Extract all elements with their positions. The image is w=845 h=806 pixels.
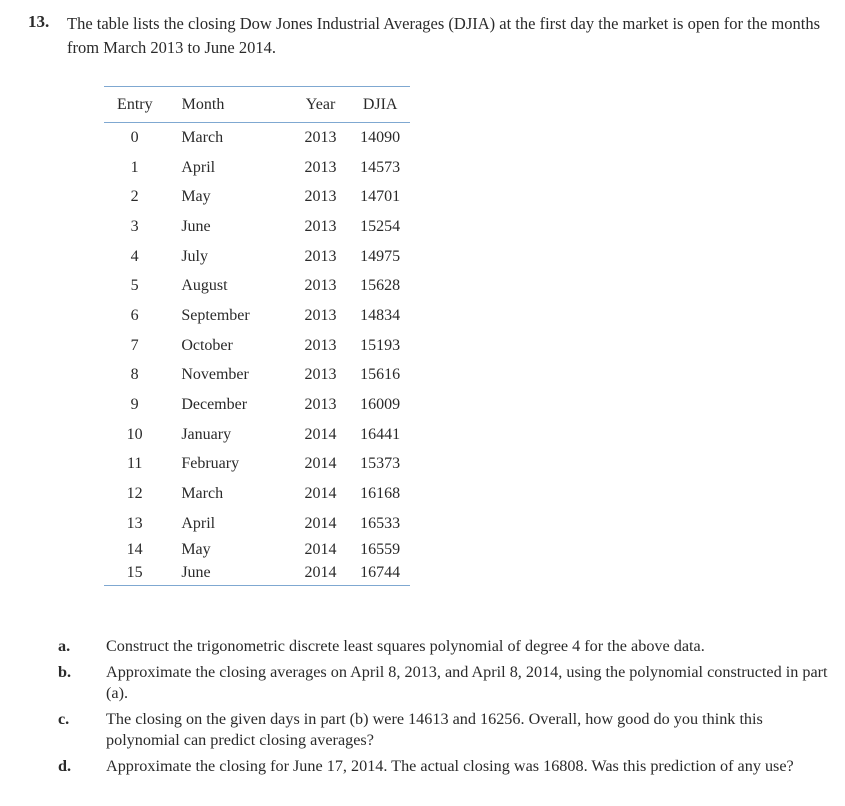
problem-intro: The table lists the closing Dow Jones Industrial Averages (DJIA) at the first day the market is open for the months from March 2013 to June 2014. [67, 14, 821, 57]
cell-month: December [181, 396, 248, 414]
table-row [104, 420, 410, 450]
cell-entry: 1 [130, 158, 139, 176]
cell-year: 2013 [304, 277, 337, 295]
table-row [104, 153, 410, 183]
cell-month: March [181, 485, 224, 503]
table-row [104, 331, 410, 361]
part-label: d. [58, 756, 72, 775]
part-label: a. [58, 637, 71, 655]
cell-year: 2014 [304, 540, 337, 558]
header-entry: Entry [117, 95, 153, 113]
cell-year: 2013 [304, 336, 337, 354]
cell-djia: 15254 [360, 217, 401, 235]
cell-month: October [181, 336, 233, 354]
cell-djia: 15616 [360, 366, 401, 384]
table-row [104, 301, 410, 331]
cell-month: April [181, 514, 216, 532]
cell-djia: 14975 [360, 247, 401, 265]
table-row [104, 450, 410, 480]
cell-month: May [181, 188, 211, 206]
cell-year: 2013 [304, 247, 337, 265]
cell-djia: 16441 [360, 425, 401, 443]
cell-year: 2013 [304, 306, 337, 324]
cell-year: 2013 [304, 396, 337, 414]
cell-entry: 4 [130, 247, 139, 265]
problem-parts [58, 636, 828, 781]
problem-part [58, 709, 828, 752]
cell-entry: 9 [130, 396, 139, 414]
cell-djia: 15373 [360, 455, 401, 473]
cell-djia: 16744 [360, 563, 401, 581]
cell-entry: 11 [126, 455, 143, 473]
cell-djia: 16168 [360, 485, 401, 503]
cell-djia: 16533 [360, 514, 401, 532]
table-row [104, 123, 410, 153]
cell-month: November [181, 366, 249, 384]
cell-month: July [181, 247, 208, 265]
part-label: b. [58, 662, 72, 681]
cell-entry: 2 [130, 188, 139, 206]
cell-month: January [181, 425, 232, 443]
cell-djia: 16009 [360, 396, 401, 414]
cell-month: August [181, 277, 228, 295]
part-text: Approximate the closing for June 17, 2014. The actual closing was 16808. Was this prediction of any use? [106, 756, 794, 775]
cell-year: 2013 [304, 366, 337, 384]
cell-djia: 15193 [360, 336, 401, 354]
cell-entry: 8 [130, 366, 139, 384]
djia-table [104, 86, 410, 586]
cell-entry: 0 [130, 128, 139, 146]
cell-djia: 14834 [360, 306, 401, 324]
cell-entry: 6 [130, 306, 139, 324]
cell-year: 2014 [304, 514, 337, 532]
problem-part [58, 662, 828, 705]
cell-entry: 12 [126, 485, 143, 503]
table-row [104, 479, 410, 509]
part-text: Approximate the closing averages on April 8, 2013, and April 8, 2014, using the polynomial constructed in part (a). [106, 662, 828, 702]
cell-month: May [181, 540, 211, 558]
cell-year: 2013 [304, 188, 337, 206]
table-row [104, 390, 410, 420]
part-text: Construct the trigonometric discrete least squares polynomial of degree 4 for the above data. [106, 637, 705, 655]
problem-number: 13. [28, 12, 50, 31]
cell-month: June [181, 563, 211, 581]
cell-month: June [181, 217, 211, 235]
cell-entry: 10 [126, 425, 143, 443]
part-label: c. [58, 709, 70, 728]
cell-entry: 14 [126, 540, 143, 558]
header-month: Month [181, 95, 225, 113]
table-bottom-rule [104, 585, 410, 586]
cell-year: 2013 [304, 158, 337, 176]
cell-djia: 14573 [360, 158, 401, 176]
cell-entry: 5 [130, 277, 139, 295]
cell-month: February [181, 455, 240, 473]
header-djia: DJIA [362, 95, 398, 113]
cell-djia: 15628 [360, 277, 401, 295]
cell-month: April [181, 158, 216, 176]
cell-djia: 16559 [360, 540, 401, 558]
problem-part [58, 756, 828, 778]
cell-year: 2014 [304, 485, 337, 503]
cell-year: 2014 [304, 455, 337, 473]
table-header-row [104, 87, 410, 122]
cell-djia: 14090 [360, 128, 401, 146]
cell-djia: 14701 [360, 188, 401, 206]
table-row [104, 509, 410, 539]
table-row [104, 271, 410, 301]
cell-month: March [181, 128, 224, 146]
part-text: The closing on the given days in part (b) were 14613 and 16256. Overall, how good do you think this polynomial can predict closing averages? [106, 709, 763, 749]
cell-entry: 7 [130, 336, 139, 354]
header-year: Year [305, 95, 336, 113]
cell-year: 2014 [304, 563, 337, 581]
table-row [104, 182, 410, 212]
table-row [104, 539, 410, 561]
cell-entry: 3 [130, 217, 139, 235]
cell-year: 2014 [304, 425, 337, 443]
table-row [104, 361, 410, 391]
problem-part [58, 636, 828, 658]
cell-year: 2013 [304, 128, 337, 146]
cell-year: 2013 [304, 217, 337, 235]
cell-month: September [181, 306, 250, 324]
table-row [104, 561, 410, 585]
cell-entry: 15 [126, 563, 143, 581]
table-row [104, 212, 410, 242]
table-row [104, 242, 410, 272]
cell-entry: 13 [126, 514, 143, 532]
